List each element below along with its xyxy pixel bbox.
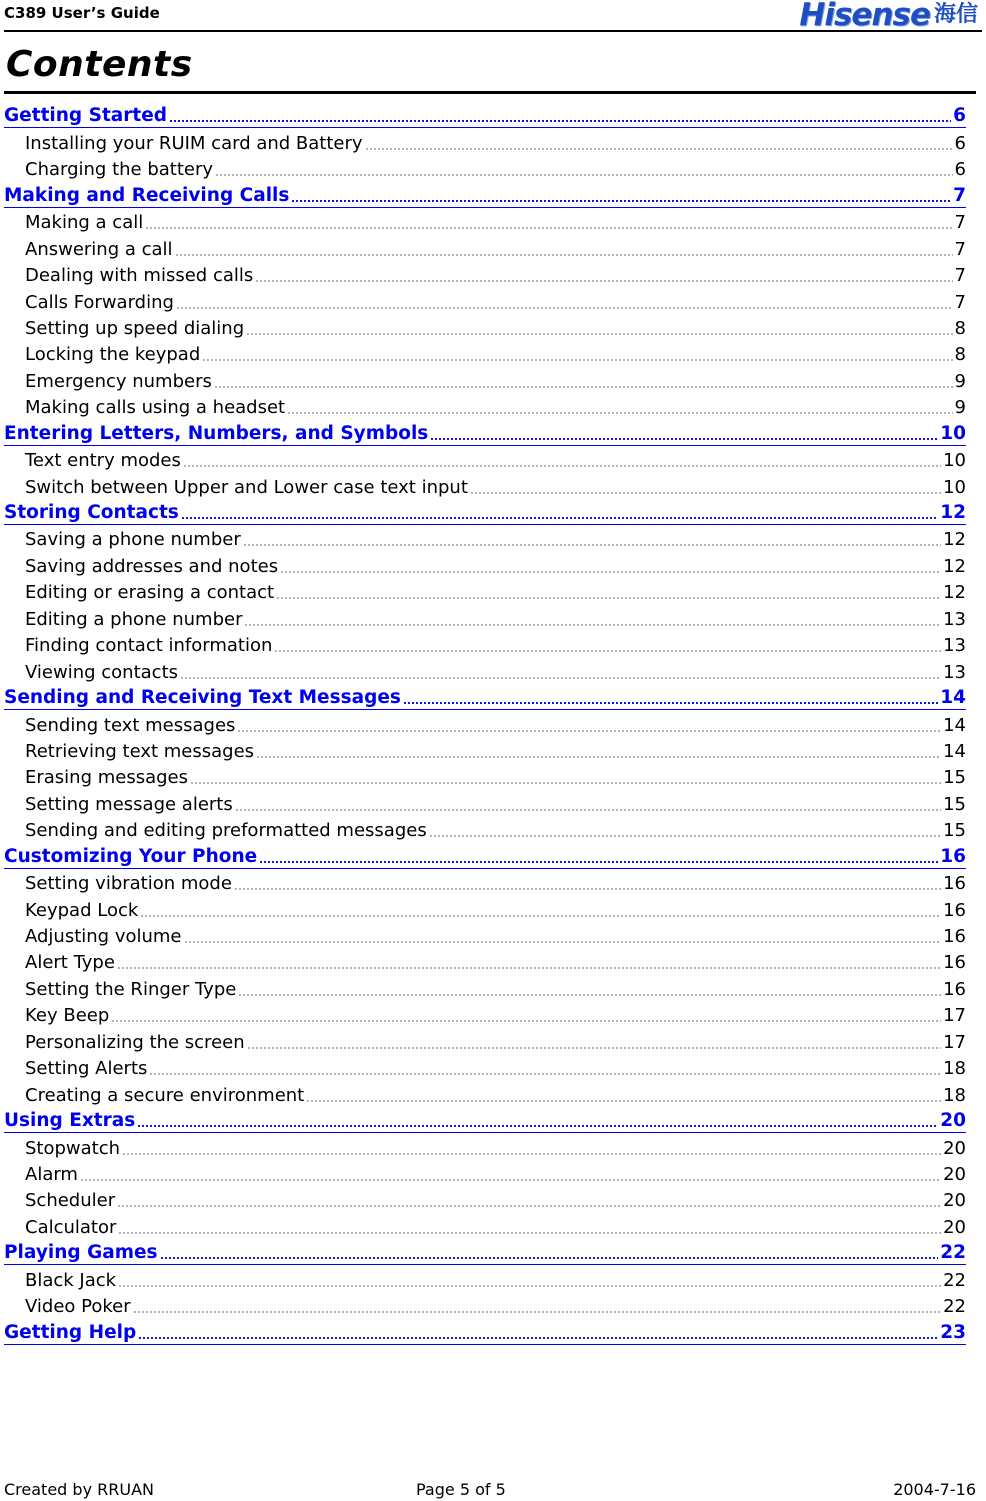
toc-row-content (25, 582, 966, 604)
toc-label: Getting Help (4, 1321, 137, 1343)
toc-label: Creating a secure environment (25, 1084, 305, 1106)
toc-row-content (25, 1270, 966, 1292)
toc-page-number: 7 (954, 212, 966, 234)
toc-label: Playing Games (4, 1242, 158, 1264)
toc-row-content (25, 1005, 966, 1027)
toc-row-content (25, 767, 966, 789)
toc-page-number: 15 (943, 767, 966, 789)
toc-label: Scheduler (25, 1190, 116, 1212)
toc-section-link[interactable] (4, 1318, 966, 1344)
toc-row-content (25, 529, 966, 551)
toc-page-number: 6 (954, 159, 966, 181)
dot-leader (237, 730, 941, 732)
toc-label: Charging the battery (25, 159, 214, 181)
toc-page-number: 6 (953, 105, 966, 127)
toc-row-content (25, 609, 966, 631)
toc-section-link[interactable] (4, 684, 966, 710)
dot-leader (117, 1205, 941, 1207)
toc-label: Storing Contacts (4, 502, 179, 523)
toc-row-content (4, 846, 966, 869)
toc-label: Setting vibration mode (25, 873, 232, 895)
toc-entry-link[interactable] (4, 1133, 966, 1159)
toc-page-number: 15 (943, 820, 966, 842)
toc-row-content (25, 873, 966, 895)
table-of-contents (4, 102, 966, 1345)
toc-page-number: 10 (943, 476, 966, 498)
toc-entry-link[interactable] (4, 948, 966, 974)
toc-row-content (25, 715, 966, 737)
toc-page-number: 7 (954, 238, 966, 260)
dot-leader (306, 1100, 941, 1102)
page-footer (4, 1480, 976, 1500)
toc-page-number: 12 (943, 555, 966, 577)
toc-label: Key Beep (25, 1005, 110, 1027)
toc-label: Video Poker (25, 1296, 131, 1318)
dot-leader (235, 809, 941, 811)
toc-row-content (25, 1190, 966, 1212)
toc-row-content (25, 292, 966, 314)
toc-row-content (25, 635, 966, 657)
toc-label: Sending and Receiving Text Messages (4, 687, 401, 709)
dot-leader (140, 915, 941, 917)
dot-leader (274, 650, 941, 652)
toc-page-number: 20 (943, 1137, 966, 1159)
dot-leader (287, 412, 952, 414)
logo-text: Hisense (799, 0, 930, 33)
toc-row-content (25, 952, 966, 974)
toc-label: Setting Alerts (25, 1058, 148, 1080)
toc-page-number: 22 (940, 1242, 966, 1264)
dot-leader (117, 967, 941, 969)
hisense-logo (793, 0, 978, 33)
dot-leader (280, 571, 941, 573)
dot-leader (470, 492, 941, 494)
toc-entry-link[interactable] (4, 763, 966, 789)
toc-entry-link[interactable] (4, 314, 966, 340)
toc-label: Dealing with missed calls (25, 265, 254, 287)
toc-page-number: 13 (943, 608, 966, 630)
toc-section-link[interactable] (4, 1107, 966, 1133)
dot-leader (214, 386, 953, 388)
toc-entry-link[interactable] (4, 340, 966, 366)
toc-row-content (4, 105, 966, 128)
toc-label: Sending and editing preformatted messages (25, 820, 427, 842)
toc-page-number: 18 (943, 1084, 966, 1106)
toc-page-number: 12 (940, 502, 966, 523)
toc-row-content (25, 133, 966, 155)
dot-leader (137, 1125, 938, 1127)
toc-entry-link[interactable] (4, 657, 966, 683)
toc-label: Stopwatch (25, 1137, 121, 1159)
toc-label: Setting the Ringer Type (25, 978, 237, 1000)
toc-page-number: 16 (943, 926, 966, 947)
dot-leader (176, 307, 953, 309)
toc-entry-link[interactable] (4, 446, 966, 472)
toc-entry-link[interactable] (4, 974, 966, 1000)
toc-entry-link[interactable] (4, 604, 966, 630)
toc-page-number: 9 (954, 370, 966, 392)
toc-section-link[interactable] (4, 419, 966, 445)
toc-page-number: 17 (943, 1031, 966, 1053)
toc-label: Making and Receiving Calls (4, 184, 290, 206)
toc-page-number: 16 (940, 845, 966, 867)
toc-label: Editing or erasing a contact (25, 582, 275, 604)
toc-entry-link[interactable] (4, 1054, 966, 1080)
toc-page-number: 20 (943, 1163, 966, 1185)
dot-leader (133, 1311, 941, 1313)
toc-label: Making a call (25, 212, 144, 234)
toc-row-content (25, 1138, 966, 1160)
toc-row-content (25, 159, 966, 181)
toc-page-number: 10 (940, 422, 966, 444)
dot-leader (175, 254, 953, 256)
toc-page-number: 14 (940, 687, 966, 709)
toc-row-content (25, 1164, 966, 1186)
toc-row-content (25, 820, 966, 842)
toc-entry-link[interactable] (4, 525, 966, 551)
toc-row-content (25, 1217, 966, 1239)
toc-page-number: 7 (954, 291, 966, 313)
toc-row-content (4, 423, 966, 446)
toc-label: Black Jack (25, 1269, 117, 1291)
toc-label: Saving addresses and notes (25, 555, 279, 577)
toc-page-number: 15 (943, 793, 966, 815)
toc-label: Erasing messages (25, 767, 189, 789)
toc-label: Customizing Your Phone (4, 845, 258, 867)
toc-page-number: 20 (943, 1216, 966, 1238)
dot-leader (276, 597, 941, 599)
toc-row-content (4, 502, 966, 525)
dot-leader (169, 120, 951, 122)
toc-page-number: 6 (954, 132, 966, 154)
toc-row-content (25, 239, 966, 261)
toc-page-number: 17 (943, 1005, 966, 1027)
toc-section-link[interactable] (4, 499, 966, 525)
toc-entry-link[interactable] (4, 869, 966, 895)
toc-label: Getting Started (4, 105, 168, 127)
toc-page-number: 7 (954, 265, 966, 287)
toc-page-number: 12 (943, 529, 966, 551)
toc-label: Switch between Upper and Lower case text input (25, 476, 468, 498)
toc-entry-link[interactable] (4, 1027, 966, 1053)
toc-label: Answering a call (25, 238, 173, 260)
toc-section-link[interactable] (4, 842, 966, 868)
dot-leader (80, 1179, 941, 1181)
dot-leader (149, 1073, 941, 1075)
toc-entry-link[interactable] (4, 578, 966, 604)
dot-leader (160, 1257, 939, 1259)
toc-row-content (25, 371, 966, 393)
dot-leader (118, 1232, 941, 1234)
toc-label: Making calls using a headset (25, 397, 286, 419)
dot-leader (430, 438, 938, 440)
toc-row-content (25, 318, 966, 340)
dot-leader (238, 994, 941, 996)
guide-title: C389 User’s Guide (4, 4, 160, 22)
toc-row-content (25, 1296, 966, 1318)
toc-page-number: 8 (954, 317, 966, 339)
toc-row-content (25, 900, 966, 922)
dot-leader (429, 835, 941, 837)
toc-row-content (25, 794, 966, 816)
toc-page-number: 22 (943, 1269, 966, 1291)
toc-page-number: 20 (943, 1190, 966, 1212)
toc-page-number: 12 (943, 582, 966, 604)
toc-label: Keypad Lock (25, 899, 139, 921)
toc-label: Calls Forwarding (25, 291, 174, 313)
toc-entry-link[interactable] (4, 922, 966, 948)
toc-row-content (4, 1110, 966, 1133)
toc-page-number: 18 (943, 1058, 966, 1080)
toc-row-content (25, 556, 966, 578)
toc-page-number: 16 (943, 952, 966, 974)
dot-leader (403, 702, 938, 704)
dot-leader (184, 941, 942, 943)
toc-page-number: 23 (940, 1321, 966, 1343)
logo-chinese-text: 海信 (933, 2, 978, 27)
toc-row-content (25, 926, 966, 948)
toc-row-content (4, 687, 966, 710)
toc-label: Entering Letters, Numbers, and Symbols (4, 422, 429, 444)
toc-entry-link[interactable] (4, 1292, 966, 1318)
toc-row-content (25, 1032, 966, 1054)
toc-page-number: 9 (954, 397, 966, 419)
toc-page-number: 8 (954, 344, 966, 366)
toc-entry-link[interactable] (4, 1080, 966, 1106)
toc-row-content (25, 212, 966, 234)
toc-row-content (25, 1085, 966, 1107)
title-divider (4, 91, 976, 94)
dot-leader (234, 888, 941, 890)
toc-page-number: 14 (943, 714, 966, 736)
toc-row-content (4, 1242, 966, 1265)
toc-entry-link[interactable] (4, 472, 966, 498)
dot-leader (181, 517, 938, 519)
dot-leader (244, 624, 941, 626)
toc-page-number: 16 (943, 873, 966, 895)
toc-entry-link[interactable] (4, 1186, 966, 1212)
toc-row-content (25, 450, 966, 472)
toc-row-content (25, 741, 966, 763)
dot-leader (190, 782, 941, 784)
toc-row-content (25, 265, 966, 287)
dot-leader (365, 148, 953, 150)
toc-page-number: 7 (953, 184, 966, 206)
footer-author: Created by RRUAN (4, 1480, 154, 1499)
toc-entry-link[interactable] (4, 895, 966, 921)
toc-entry-link[interactable] (4, 710, 966, 736)
footer-page-number: Page 5 of 5 (416, 1480, 506, 1499)
dot-leader (246, 333, 952, 335)
toc-entry-link[interactable] (4, 128, 966, 154)
toc-row-content (25, 662, 966, 684)
toc-label: Emergency numbers (25, 370, 212, 392)
dot-leader (256, 756, 941, 758)
toc-row-content (25, 1058, 966, 1080)
toc-entry-link[interactable] (4, 261, 966, 287)
toc-section-link[interactable] (4, 1239, 966, 1265)
page-header (4, 0, 982, 32)
toc-entry-link[interactable] (4, 393, 966, 419)
toc-label: Alarm (25, 1163, 78, 1185)
toc-page-number: 10 (943, 450, 966, 472)
toc-section-link[interactable] (4, 181, 966, 207)
toc-entry-link[interactable] (4, 1265, 966, 1291)
dot-leader (259, 861, 938, 863)
toc-entry-link[interactable] (4, 287, 966, 313)
toc-page-number: 14 (943, 740, 966, 762)
toc-entry-link[interactable] (4, 234, 966, 260)
toc-entry-link[interactable] (4, 208, 966, 234)
dot-leader (255, 280, 952, 282)
toc-entry-link[interactable] (4, 1160, 966, 1186)
toc-row-content (4, 185, 966, 208)
toc-entry-link[interactable] (4, 366, 966, 392)
toc-page-number: 20 (940, 1110, 966, 1132)
dot-leader (180, 677, 941, 679)
toc-entry-link[interactable] (4, 737, 966, 763)
toc-row-content (4, 1322, 966, 1345)
toc-label: Retrieving text messages (25, 740, 255, 762)
toc-entry-link[interactable] (4, 551, 966, 577)
toc-page-number: 13 (943, 635, 966, 657)
toc-page-number: 13 (943, 661, 966, 683)
dot-leader (118, 1285, 941, 1287)
dot-leader (247, 1047, 941, 1049)
toc-label: Using Extras (4, 1110, 136, 1132)
dot-leader (291, 200, 951, 202)
dot-leader (202, 359, 952, 361)
toc-label: Locking the keypad (25, 344, 201, 366)
dot-leader (111, 1020, 941, 1022)
toc-label: Setting up speed dialing (25, 317, 245, 339)
toc-entry-link[interactable] (4, 816, 966, 842)
toc-page-number: 22 (943, 1296, 966, 1318)
toc-row-content (25, 397, 966, 419)
dot-leader (183, 465, 941, 467)
dot-leader (215, 174, 953, 176)
toc-label: Viewing contacts (25, 661, 179, 683)
toc-entry-link[interactable] (4, 789, 966, 815)
toc-page-number: 16 (943, 899, 966, 921)
toc-row-content (25, 344, 966, 366)
toc-label: Editing a phone number (25, 608, 243, 630)
toc-label: Personalizing the screen (25, 1031, 245, 1053)
toc-label: Saving a phone number (25, 529, 241, 551)
toc-label: Setting message alerts (25, 793, 233, 815)
toc-page-number: 16 (943, 978, 966, 1000)
toc-row-content (25, 477, 966, 499)
toc-row-content (25, 979, 966, 1001)
toc-label: Adjusting volume (25, 926, 182, 947)
toc-label: Alert Type (25, 952, 115, 974)
toc-label: Sending text messages (25, 714, 236, 736)
toc-label: Calculator (25, 1216, 117, 1238)
toc-section-link[interactable] (4, 102, 966, 128)
toc-label: Text entry modes (25, 450, 181, 472)
toc-entry-link[interactable] (4, 155, 966, 181)
page-title: Contents (6, 44, 193, 85)
toc-label: Installing your RUIM card and Battery (25, 132, 363, 154)
toc-entry-link[interactable] (4, 1212, 966, 1238)
toc-entry-link[interactable] (4, 1001, 966, 1027)
toc-entry-link[interactable] (4, 631, 966, 657)
dot-leader (145, 227, 952, 229)
footer-date: 2004-7-16 (893, 1480, 976, 1499)
toc-label: Finding contact information (25, 635, 273, 657)
dot-leader (243, 544, 941, 546)
dot-leader (138, 1337, 938, 1339)
dot-leader (122, 1153, 941, 1155)
